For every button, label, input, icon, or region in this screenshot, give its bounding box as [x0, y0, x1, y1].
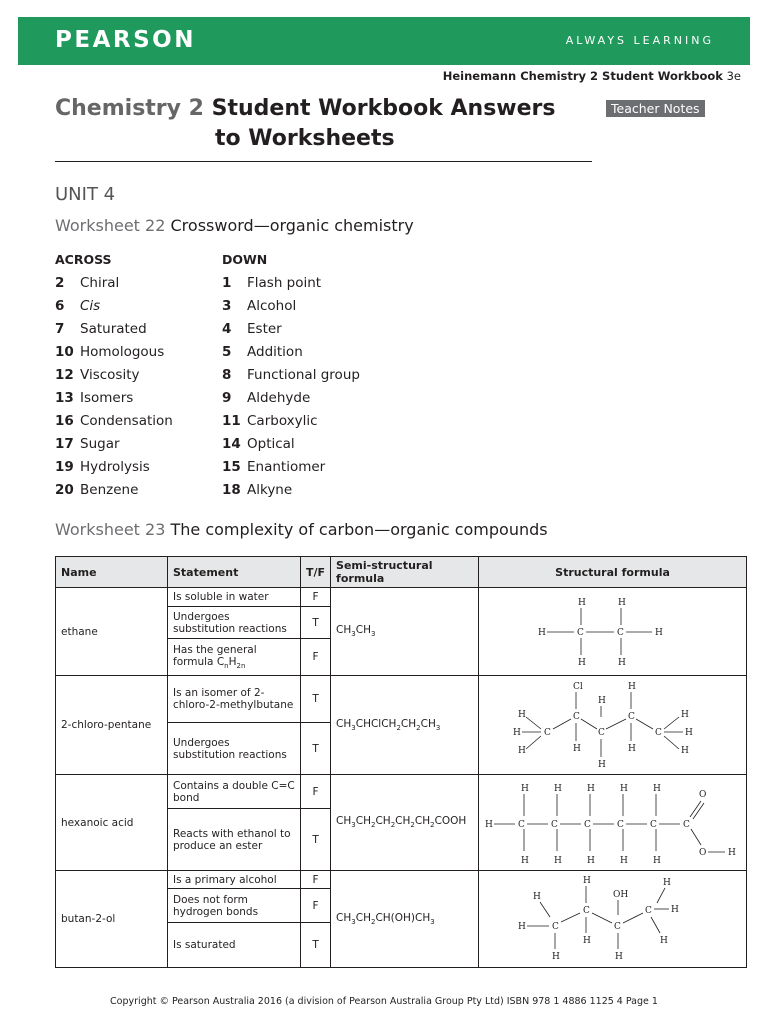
crossword-answer: [55, 390, 173, 413]
svg-text:H: H: [517, 710, 526, 720]
page-footer: Copyright © Pearson Australia 2016 (a division of Pearson Australia Group Pty Ltd) ISBN 978 1 4886 1125 4 Page 1: [110, 996, 658, 1007]
clue-number: 8: [222, 367, 232, 383]
brand-logo: PEARSON: [55, 27, 196, 53]
svg-text:H: H: [597, 696, 606, 706]
answer-word: Homologous: [80, 344, 165, 360]
book-title-name: Heinemann Chemistry 2 Student Workbook: [442, 69, 723, 83]
table-row: [56, 676, 747, 723]
answer-word: Cis: [80, 298, 101, 314]
crossword-answer: [222, 298, 360, 321]
svg-text:H: H: [577, 597, 586, 608]
crossword-answer: [222, 482, 360, 505]
answer-word: Isomers: [80, 390, 134, 406]
down-heading: DOWN: [222, 252, 268, 267]
clue-number: 13: [55, 390, 74, 406]
answer-word: Aldehyde: [247, 390, 311, 406]
svg-text:O: O: [698, 847, 706, 858]
svg-text:C: C: [682, 819, 690, 830]
svg-text:H: H: [517, 746, 526, 756]
svg-text:H: H: [553, 855, 562, 866]
answer-word: Optical: [247, 436, 295, 452]
structural-formula-butanol: [479, 871, 747, 968]
answer-word: Saturated: [80, 321, 147, 337]
tf-value: T: [301, 607, 331, 639]
compound-name: ethane: [56, 588, 168, 676]
crossword-answer: [55, 459, 173, 482]
worksheet-23-name: The complexity of carbon—organic compounds: [170, 520, 548, 539]
svg-text:H: H: [617, 657, 626, 668]
svg-text:H: H: [627, 682, 636, 692]
svg-text:H: H: [582, 936, 591, 946]
svg-text:C: C: [644, 906, 652, 916]
worksheet-22-name: Crossword—organic chemistry: [170, 216, 414, 235]
clue-number: 9: [222, 390, 232, 406]
crossword-answer: [55, 436, 173, 459]
table-row: [56, 775, 747, 809]
compound-name: hexanoic acid: [56, 775, 168, 871]
crossword-answer: [222, 436, 360, 459]
crossword-answer: [222, 321, 360, 344]
table-row: [56, 871, 747, 889]
answer-word: Alcohol: [247, 298, 297, 314]
clue-number: 20: [55, 482, 74, 498]
svg-text:C: C: [583, 819, 591, 830]
clue-number: 3: [222, 298, 232, 314]
svg-text:H: H: [652, 783, 661, 794]
answer-word: Benzene: [80, 482, 139, 498]
answer-word: Ester: [247, 321, 282, 337]
statement: Is soluble in water: [168, 588, 301, 607]
semi-structural-formula: $CH_3CHClCH_2CH_2CH_3$: [331, 676, 479, 775]
tf-value: T: [301, 809, 331, 871]
svg-text:C: C: [616, 819, 624, 830]
svg-text:C: C: [616, 627, 624, 638]
tf-value: T: [301, 676, 331, 723]
statement: Undergoes substitution reactions: [168, 607, 301, 639]
tf-value: F: [301, 871, 331, 889]
answer-word: Flash point: [247, 275, 322, 291]
statement: Undergoes substitution reactions: [168, 723, 301, 775]
svg-text:H: H: [597, 760, 606, 770]
pearson-banner: [18, 17, 750, 65]
semi-structural-formula: $CH_3CH_2CH_2CH_2CH_2COOH$: [331, 775, 479, 871]
svg-text:H: H: [619, 783, 628, 794]
tf-value: T: [301, 723, 331, 775]
crossword-answer: [55, 321, 173, 344]
svg-text:H: H: [680, 746, 689, 756]
title-subject: Chemistry 2: [55, 96, 204, 121]
clue-number: 16: [55, 413, 74, 429]
svg-text:H: H: [654, 627, 663, 638]
clue-number: 2: [55, 275, 65, 291]
svg-text:C: C: [627, 712, 635, 722]
svg-text:H: H: [659, 936, 668, 946]
worksheet-23-table: [55, 556, 747, 968]
table-row: [56, 588, 747, 607]
svg-text:OH: OH: [612, 890, 628, 900]
statement: Is an isomer of 2-chloro-2-methylbutane: [168, 676, 301, 723]
crossword-answer: [55, 482, 173, 505]
clue-number: 5: [222, 344, 232, 360]
svg-text:H: H: [619, 855, 628, 866]
svg-text:H: H: [670, 905, 679, 915]
answer-word: Hydrolysis: [80, 459, 150, 475]
svg-text:C: C: [576, 627, 584, 638]
header-name: Name: [56, 557, 168, 588]
svg-text:H: H: [586, 783, 595, 794]
svg-text:Cl: Cl: [572, 682, 583, 692]
across-heading: ACROSS: [55, 252, 112, 267]
crossword-answer: [222, 413, 360, 436]
table-header-row: [56, 557, 747, 588]
svg-text:H: H: [627, 744, 636, 754]
svg-text:C: C: [543, 728, 551, 738]
down-column: [222, 252, 360, 505]
svg-text:H: H: [517, 922, 526, 932]
svg-text:C: C: [550, 819, 558, 830]
crossword-answer: [222, 367, 360, 390]
answer-word: Chiral: [80, 275, 120, 291]
tf-value: F: [301, 775, 331, 809]
answer-word: Viscosity: [80, 367, 140, 383]
clue-number: 1: [222, 275, 232, 291]
crossword-answer: [222, 459, 360, 482]
svg-text:H: H: [484, 819, 493, 830]
tf-value: F: [301, 588, 331, 607]
across-column: [55, 252, 173, 505]
structural-formula-chloropentane: [479, 676, 747, 775]
svg-text:C: C: [654, 728, 662, 738]
tagline: ALWAYS LEARNING: [565, 34, 714, 47]
structural-formula-ethane: [479, 588, 747, 676]
header-tf: T/F: [301, 557, 331, 588]
worksheet-22-number: Worksheet 22: [55, 216, 166, 235]
statement: Has the general formula $C_nH_{2n}$: [168, 639, 301, 676]
clue-number: 18: [222, 482, 241, 498]
semi-structural-formula: $CH_3CH_3$: [331, 588, 479, 676]
tf-value: T: [301, 922, 331, 967]
page-title: [55, 96, 556, 121]
answer-word: Condensation: [80, 413, 173, 429]
svg-text:H: H: [662, 878, 671, 888]
svg-text:H: H: [727, 847, 736, 858]
statement: Is saturated: [168, 922, 301, 967]
header-statement: Statement: [168, 557, 301, 588]
svg-text:H: H: [553, 783, 562, 794]
svg-text:H: H: [520, 855, 529, 866]
answer-word: Functional group: [247, 367, 360, 383]
unit-heading: UNIT 4: [55, 184, 116, 205]
svg-text:C: C: [649, 819, 657, 830]
answer-word: Sugar: [80, 436, 120, 452]
svg-text:H: H: [512, 728, 521, 738]
clue-number: 15: [222, 459, 241, 475]
title-line1: Student Workbook Answers: [211, 96, 556, 121]
crossword-answer: [55, 413, 173, 436]
answer-word: Carboxylic: [247, 413, 318, 429]
svg-text:H: H: [537, 627, 546, 638]
book-edition: 3e: [726, 69, 741, 83]
compound-name: 2-chloro-pentane: [56, 676, 168, 775]
statement: Is a primary alcohol: [168, 871, 301, 889]
svg-text:C: C: [572, 712, 580, 722]
title-rule: [55, 161, 592, 162]
svg-text:H: H: [614, 952, 623, 962]
svg-text:H: H: [680, 710, 689, 720]
svg-text:C: C: [597, 728, 605, 738]
structural-formula-hexanoic-acid: [479, 775, 747, 871]
title-line2: to Worksheets: [215, 126, 395, 151]
answer-word: Enantiomer: [247, 459, 326, 475]
book-title: [443, 69, 741, 83]
svg-text:C: C: [613, 922, 621, 932]
svg-text:H: H: [577, 657, 586, 668]
svg-text:C: C: [582, 906, 590, 916]
crossword-answer: [222, 275, 360, 298]
clue-number: 6: [55, 298, 65, 314]
header-semi-structural: Semi-structural formula: [331, 557, 479, 588]
crossword-answer: [55, 367, 173, 390]
svg-text:H: H: [551, 952, 560, 962]
answer-word: Alkyne: [247, 482, 293, 498]
clue-number: 7: [55, 321, 65, 337]
header-structural: Structural formula: [479, 557, 747, 588]
svg-text:H: H: [582, 876, 591, 886]
crossword-answer: [55, 298, 173, 321]
svg-text:H: H: [652, 855, 661, 866]
crossword-answer: [222, 390, 360, 413]
worksheet-23-title: [55, 520, 548, 539]
svg-text:H: H: [572, 744, 581, 754]
svg-text:H: H: [684, 728, 693, 738]
statement: Does not form hydrogen bonds: [168, 889, 301, 922]
teacher-notes-badge: Teacher Notes: [606, 100, 705, 117]
answer-word: Addition: [247, 344, 303, 360]
semi-structural-formula: $CH_3CH_2CH(OH)CH_3$: [331, 871, 479, 968]
clue-number: 19: [55, 459, 74, 475]
statement: Reacts with ethanol to produce an ester: [168, 809, 301, 871]
statement: Contains a double C=C bond: [168, 775, 301, 809]
clue-number: 4: [222, 321, 232, 337]
crossword-answer: [55, 275, 173, 298]
clue-number: 14: [222, 436, 241, 452]
clue-number: 17: [55, 436, 74, 452]
tf-value: F: [301, 639, 331, 676]
svg-text:H: H: [532, 892, 541, 902]
clue-number: 12: [55, 367, 74, 383]
svg-text:H: H: [617, 597, 626, 608]
svg-text:H: H: [520, 783, 529, 794]
compound-name: butan-2-ol: [56, 871, 168, 968]
clue-number: 11: [222, 413, 241, 429]
svg-text:H: H: [586, 855, 595, 866]
tf-value: F: [301, 889, 331, 922]
clue-number: 10: [55, 344, 74, 360]
svg-text:C: C: [551, 922, 559, 932]
worksheet-23-number: Worksheet 23: [55, 520, 166, 539]
svg-text:O: O: [698, 789, 706, 800]
worksheet-22-title: [55, 216, 414, 235]
svg-text:C: C: [517, 819, 525, 830]
crossword-answer: [55, 344, 173, 367]
crossword-answer: [222, 344, 360, 367]
